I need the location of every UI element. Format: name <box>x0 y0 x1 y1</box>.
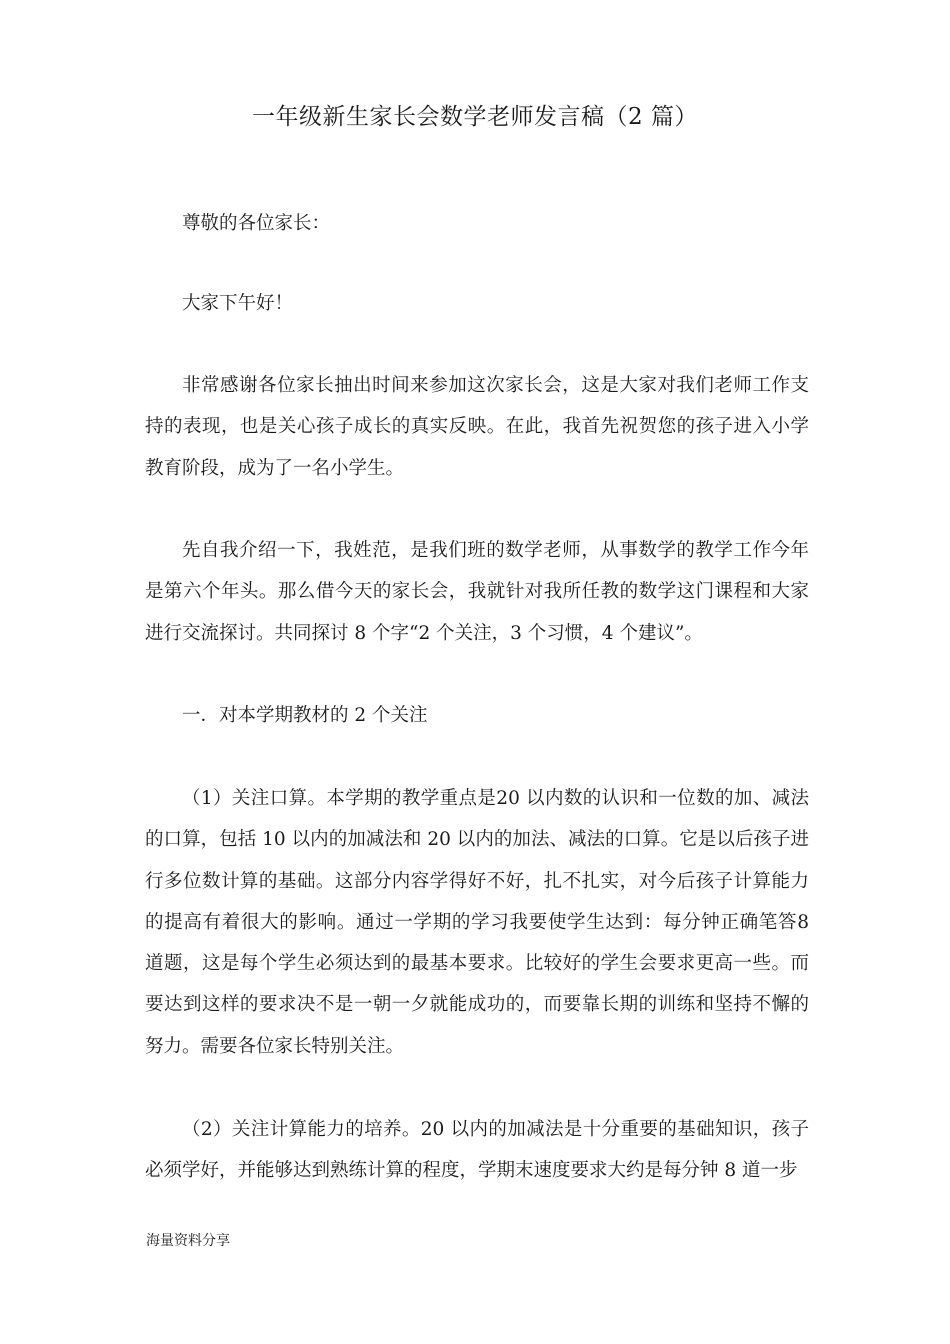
page-footer: 海量资料分享 <box>146 1233 230 1249</box>
thanks-paragraph: 非常感谢各位家长抽出时间来参加这次家长会，这是大家对我们老师工作支持的表现，也是关心孩子成长的真实反映。在此，我首先祝贺您的孩子进入小学教育阶段，成为了一名小学生。 <box>145 375 809 479</box>
introduction-paragraph: 先自我介绍一下，我姓范，是我们班的数学老师，从事数学的教学工作今年是第六个年头。那么借今天的家长会，我就针对我所任教的数学这门课程和大家进行交流探讨。共同探讨 8 个字“2 个关注，3 个习惯，4 个建议”。 <box>145 540 809 644</box>
document-title: 一年级新生家长会数学老师发言稿（2 篇） <box>252 104 698 130</box>
greeting-paragraph: 大家下午好！ <box>182 293 294 314</box>
calculation-ability-paragraph: （2）关注计算能力的培养。20 以内的加减法是十分重要的基础知识，孩子必须学好，并能够达到熟练计算的程度，学期末速度要求大约是每分钟 8 道一步 <box>145 1119 809 1182</box>
salutation-paragraph: 尊敬的各位家长： <box>182 213 331 234</box>
oral-calculation-paragraph: （1）关注口算。本学期的教学重点是20 以内数的认识和一位数的加、减法的口算，包括 10 以内的加减法和 20 以内的加法、减法的口算。它是以后孩子进行多位数计算的基础。这部分内容学得好不好，扎不扎实，对今后孩子计算能力的提高有着很大的影响。通过一学期的学习我要使学生达到：每分钟正确笔答8 道题，这是每个学生必须达到的最基本要求。比较好的学生会要求更高一些。而要达到这样的要求决不是一朝一夕就能成功的，而要靠长期的训练和坚持不懈的努力。需要各位家长特别关注。 <box>145 788 809 1057</box>
section-heading: 一．对本学期教材的 2 个关注 <box>182 705 428 726</box>
